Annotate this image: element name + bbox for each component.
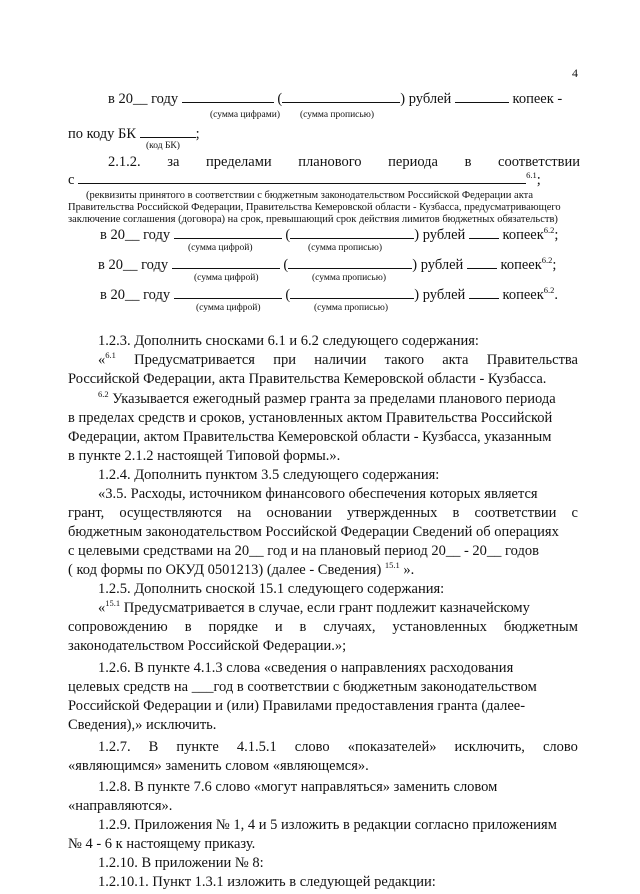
p126-line-3: Российской Федерации и (или) Правилами предоставления гранта (далее-	[68, 698, 526, 714]
p126-line-1: 1.2.6. В пункте 4.1.3 слова «сведения о направлениях расходования	[98, 660, 514, 676]
caption-row3-words: (сумма прописью)	[314, 303, 388, 313]
p129-line-1: 1.2.9. Приложения № 1, 4 и 5 изложить в редакции согласно приложениям	[98, 817, 557, 833]
requisites-note-3: заключение соглашения (договора) на срок, превышающий срок действия лимитов бюджетных обязательств)	[68, 214, 558, 225]
p128-line-1: 1.2.8. В пункте 7.6 слово «могут направляться» заменить словом	[98, 779, 498, 795]
caption-row2-words: (сумма прописью)	[312, 273, 386, 283]
fn151-line-3: законодательством Российской Федерации.»;	[68, 638, 347, 654]
para-125: 1.2.5. Дополнить сноской 15.1 следующего содержания:	[98, 581, 445, 597]
p35-line-3: бюджетным законодательством Российской Федерации Сведений об операциях	[68, 524, 559, 540]
p126-line-4: Сведения),» исключить.	[68, 717, 217, 733]
fn62-line-2: в пределах средств и сроков, установленных актом Правительства Российской	[68, 410, 553, 426]
p35-line-4: с целевыми средствами на 20__ год и на плановый период 20__ - 20__ годов	[68, 543, 539, 559]
kbk-blank	[140, 125, 196, 138]
year-label: в 20__ году	[108, 91, 179, 107]
requisites-note-2: Правительства Российской Федерации, Правительства Кемеровской области - Кузбасса, предусматривающего	[68, 202, 561, 213]
year-line-1: в 20__ году ( ) рублей копеек -	[108, 91, 563, 107]
page-number: 4	[572, 66, 578, 80]
p35-line-5: ( код формы по ОКУД 0501213) (далее - Сведения) $^{15.1}$ ».	[68, 560, 415, 578]
p127-line-2: «являющимся» заменить словом «являющемся».	[68, 758, 369, 774]
fn62-line-4: в пункте 2.1.2 настоящей Типовой формы.».	[68, 448, 341, 464]
year-row-2: в 20__ году ( ) рублей копеек$^{6.2}$;	[98, 255, 557, 273]
year-row-3: в 20__ году ( ) рублей копеек$^{6.2}$.	[100, 285, 559, 303]
p127-line-1: 1.2.7. В пункте 4.1.5.1 слово «показателей» исключить, слово	[98, 739, 578, 755]
caption-row1-digits: (сумма цифрой)	[188, 243, 253, 253]
kopeck-blank	[455, 90, 509, 103]
caption-sum-words: (сумма прописью)	[300, 110, 374, 120]
caption-row3-digits: (сумма цифрой)	[196, 303, 261, 313]
p129-line-2: № 4 - 6 к настоящему приказу.	[68, 836, 256, 852]
caption-row2-digits: (сумма цифрой)	[194, 273, 259, 283]
fn151-line-2: сопровождению в порядке и в случаях, установленных бюджетным	[68, 619, 578, 635]
fn151-line-1: «$^{15.1}$ Предусматривается в случае, если грант подлежит казначейскому	[98, 598, 530, 616]
kbk-line: по коду БК ;	[68, 126, 200, 142]
caption-sum-digits: (сумма цифрами)	[210, 110, 280, 120]
para-12101: 1.2.10.1. Пункт 1.3.1 изложить в следующей редакции:	[98, 874, 436, 890]
clause-212-line: 2.1.2. за пределами планового периода в соответствии	[108, 154, 580, 170]
sum-words-blank	[282, 90, 400, 103]
p35-line-1: «3.5. Расходы, источником финансового обеспечения которых является	[98, 486, 538, 502]
p35-line-2: грант, осуществляются на основании утвержденных в соответствии с	[68, 505, 578, 521]
para-124: 1.2.4. Дополнить пунктом 3.5 следующего содержания:	[98, 467, 440, 483]
clause-212-c-line: с $^{6.1}$;	[68, 170, 541, 188]
year-row-1: в 20__ году ( ) рублей копеек$^{6.2}$;	[100, 225, 559, 243]
p126-line-2: целевых средств на ___год в соответствии с бюджетным законодательством	[68, 679, 537, 695]
fn62-line-1: $^{6.2}$ Указывается ежегодный размер гранта за пределами планового периода	[98, 389, 556, 407]
caption-kbk: (код БК)	[146, 141, 180, 151]
p128-line-2: «направляются».	[68, 798, 173, 814]
requisites-blank	[78, 171, 526, 184]
fn61-line-1: «$^{6.1}$ Предусматривается при наличии такого акта Правительства	[98, 350, 578, 368]
sum-digits-blank	[182, 90, 274, 103]
caption-row1-words: (сумма прописью)	[308, 243, 382, 253]
para-123: 1.2.3. Дополнить сносками 6.1 и 6.2 следующего содержания:	[98, 333, 479, 349]
para-1210: 1.2.10. В приложении № 8:	[98, 855, 264, 871]
fn61-line-2: Российской Федерации, акта Правительства Кемеровской области - Кузбасса.	[68, 371, 547, 387]
requisites-note-1: (реквизиты принятого в соответствии с бюджетным законодательством Российской Федерации акта	[86, 190, 534, 201]
fn62-line-3: Федерации, актом Правительства Кемеровской области - Кузбасса, указанным	[68, 429, 552, 445]
